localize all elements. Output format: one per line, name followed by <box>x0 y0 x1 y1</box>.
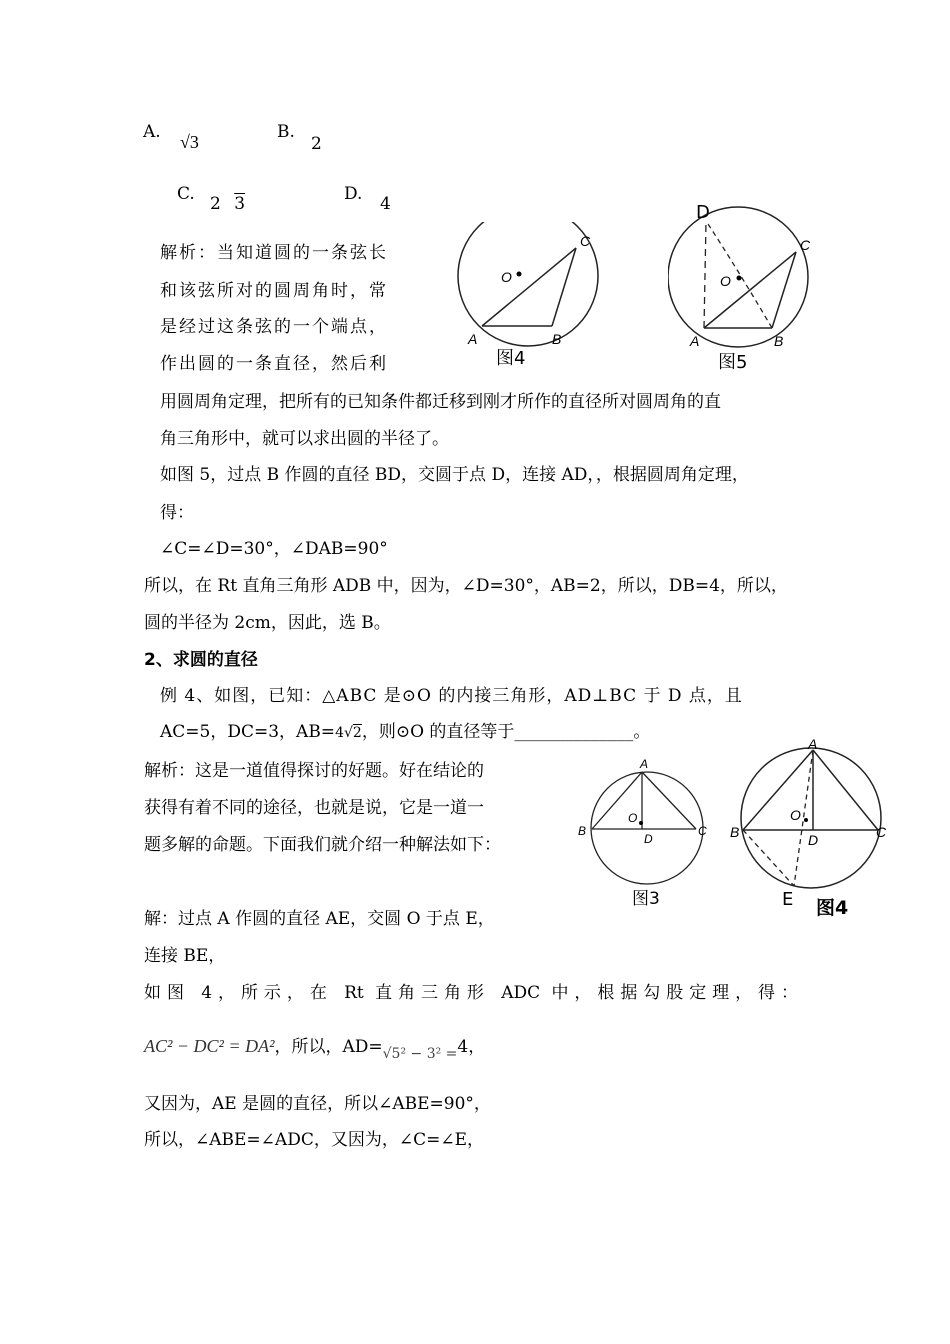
fig5-label-d: D <box>696 202 710 223</box>
analysis1-line-2: 和该弦所对的圆周角时，常 <box>160 281 388 301</box>
option-b-label: B. <box>277 122 295 142</box>
fig4b-chord-ac <box>813 750 878 830</box>
fig4-chord-ac <box>482 248 576 326</box>
example4-ab-rad: 2 <box>352 725 362 741</box>
solution-line-3: 如图 4，所示，在 Rt 直角三角形 ADC 中，根据勾股定理，得： <box>144 983 798 1003</box>
figure-4-top <box>448 222 608 372</box>
fig5-label-c: C <box>800 237 811 253</box>
figure-4-bottom <box>726 738 896 918</box>
fig5-dashed-ad <box>704 222 706 328</box>
formula-tail-pre: ，所以，AD= <box>274 1037 383 1057</box>
fig5-center-dot <box>737 276 742 281</box>
fig3-circle <box>591 772 703 884</box>
fig4b-chord-ab <box>743 750 813 830</box>
analysis2-line-3: 题多解的命题。下面我们就介绍一种解法如下： <box>144 835 501 855</box>
example4-line-2-post: ，则⊙O 的直径等于______________。 <box>361 722 651 742</box>
example4-line-2 <box>160 722 650 743</box>
solution-line-5: 又因为，AE 是圆的直径，所以∠ABE=90°， <box>144 1094 491 1114</box>
fig5-label-o: O <box>720 273 731 289</box>
option-d-value: 4 <box>380 194 391 214</box>
fig4-chord-bc <box>552 248 576 326</box>
fig5-chord-ac <box>704 252 796 328</box>
option-c-coef: 2 <box>210 194 221 214</box>
option-c-label: C. <box>177 184 195 204</box>
fig4-label-b: B <box>552 331 562 347</box>
solution-line-2: 连接 BE， <box>144 946 226 966</box>
analysis2-line-1: 解析：这是一道值得探讨的好题。好在结论的 <box>144 761 484 781</box>
example4-ab-sqrt-sign: √ <box>343 725 353 741</box>
example4-line-1: 例 4、如图，已知：△ABC 是⊙O 的内接三角形，AD⊥BC 于 D 点，且 <box>160 686 743 706</box>
fig4b-center-dot <box>804 818 808 822</box>
option-a-value: √3 <box>180 132 199 152</box>
analysis1-line-4: 作出圆的一条直径，然后利 <box>160 354 388 374</box>
option-c <box>177 184 195 204</box>
fig3-label-d: D <box>644 832 653 846</box>
analysis1-p2-line-2: 得： <box>160 503 194 523</box>
formula-sqrt: √5² − 3² = <box>382 1046 458 1062</box>
pythagoras-formula: AC² − DC² = DA² <box>144 1036 275 1056</box>
option-c-value <box>210 194 245 214</box>
option-b <box>277 122 295 142</box>
example4-line-2-pre: AC=5，DC=3，AB= <box>160 722 336 742</box>
option-a <box>143 122 161 142</box>
analysis1-line-1: 解析：当知道圆的一条弦长 <box>160 243 388 263</box>
analysis1-p2-line-1: 如图 5，过点 B 作圆的直径 BD，交圆于点 D，连接 AD，，根据圆周角定理， <box>160 465 749 485</box>
solution-formula-row <box>144 1032 486 1062</box>
fig4-label-o: O <box>501 269 512 285</box>
analysis1-line-3: 是经过这条弦的一个端点， <box>160 317 388 337</box>
solution-line-6: 所以，∠ABE=∠ADC，又因为，∠C=∠E， <box>144 1130 484 1150</box>
fig4b-label-c: C <box>876 824 887 840</box>
fig3-label-b: B <box>578 824 587 838</box>
option-d-label: D. <box>344 184 363 204</box>
fig3-caption: 图3 <box>632 889 660 909</box>
option-b-value: 2 <box>311 134 322 154</box>
fig3-label-a: A <box>640 757 649 771</box>
analysis1-p3-line-2: 圆的半径为 2cm，因此，选 B。 <box>144 613 391 633</box>
section2-heading: 2、求圆的直径 <box>144 650 258 670</box>
option-a-label: A. <box>143 122 161 142</box>
fig5-label-a: A <box>690 333 700 349</box>
fig4b-dashed-be <box>743 830 794 886</box>
fig5-chord-bc <box>772 252 796 328</box>
fig4-center-dot <box>517 272 522 277</box>
fig3-label-o: O <box>628 811 638 825</box>
fig4b-caption: 图4 <box>816 897 849 918</box>
fig4b-label-a: A <box>808 738 818 752</box>
fig4b-label-d: D <box>808 832 819 848</box>
fig3-label-c: C <box>698 824 707 838</box>
analysis1-p3-line-1: 所以，在 Rt 直角三角形 ADB 中，因为，∠D=30°，AB=2，所以，DB=4，所以， <box>144 576 788 596</box>
fig4b-label-e: E <box>782 889 794 910</box>
option-d <box>344 184 362 204</box>
fig4-label-a: A <box>468 331 478 347</box>
fig3-chord-ac <box>642 772 696 829</box>
example4-ab-coef: 4 <box>335 725 344 741</box>
figure-5-top <box>668 200 828 375</box>
formula-tail-post: 4， <box>457 1037 486 1057</box>
fig4b-label-b: B <box>730 824 740 840</box>
fig4-circle <box>458 222 598 346</box>
fig4-caption: 图4 <box>496 348 526 369</box>
analysis1-angles: ∠C=∠D=30°，∠DAB=90° <box>160 539 388 559</box>
fig3-center-dot <box>639 821 643 825</box>
analysis1-continue-1: 用圆周角定理，把所有的已知条件都迁移到刚才所作的直径所对圆周角的直 <box>160 392 721 412</box>
fig5-label-b: B <box>774 333 784 349</box>
solution-line-1: 解：过点 A 作圆的直径 AE，交圆 O 于点 E， <box>144 909 495 929</box>
analysis2-line-2: 获得有着不同的途径，也就是说，它是一道一 <box>144 798 484 818</box>
fig4-label-c: C <box>580 233 591 249</box>
option-c-radicand: 3 <box>234 194 246 214</box>
analysis1-continue-2: 角三角形中，就可以求出圆的半径了。 <box>160 429 449 449</box>
fig5-caption: 图5 <box>718 352 748 373</box>
figure-3-bottom <box>574 752 714 912</box>
fig4b-label-o: O <box>790 807 801 823</box>
